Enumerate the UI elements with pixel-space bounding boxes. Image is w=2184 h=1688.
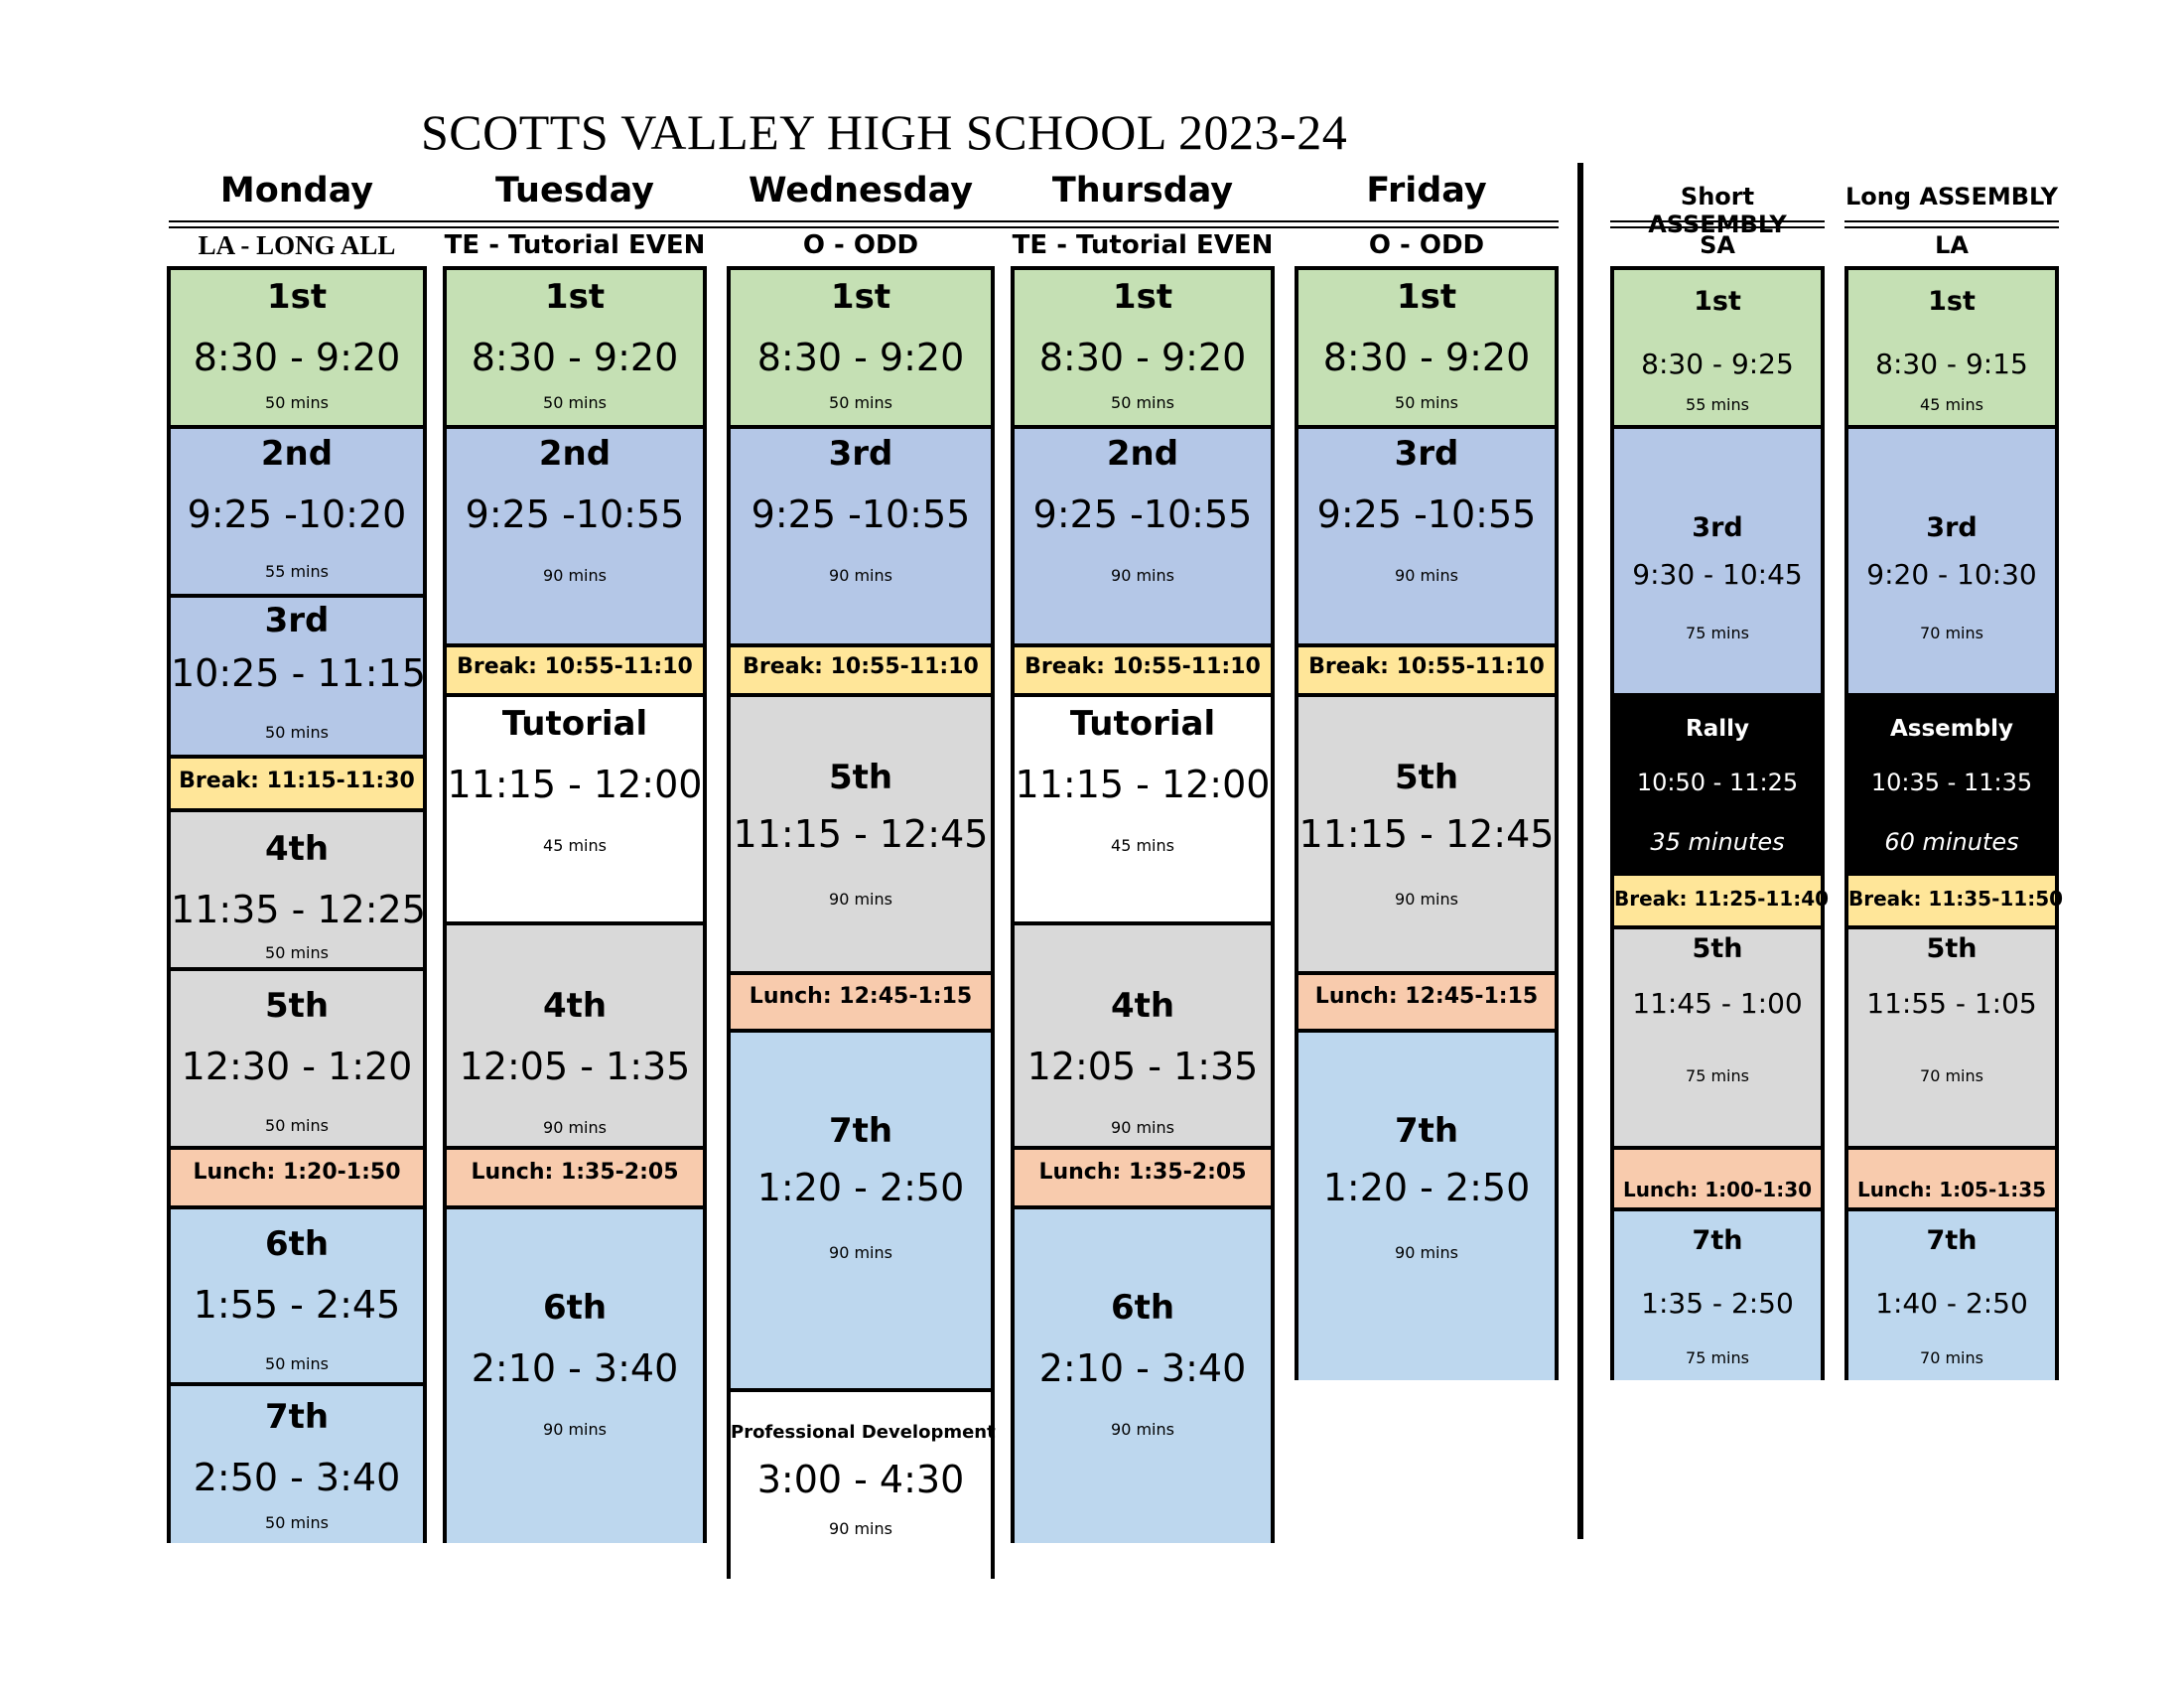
period-block xyxy=(1298,270,1555,429)
period-duration: 50 mins xyxy=(265,1354,329,1373)
period-duration: 45 mins xyxy=(1111,836,1174,855)
period-time: 11:15 - 12:00 xyxy=(1015,763,1271,806)
assembly-name: Short ASSEMBLY xyxy=(1648,183,1787,238)
period-block xyxy=(1614,1211,1821,1380)
period-duration: 70 mins xyxy=(1920,1066,1983,1085)
lunch-block xyxy=(1298,975,1555,1033)
period-label: 7th xyxy=(1394,1111,1459,1151)
break-label: Break: 10:55-11:10 xyxy=(1024,654,1261,679)
period-block xyxy=(731,1392,996,1579)
period-time: 9:25 -10:55 xyxy=(1032,492,1253,536)
day-column-friday xyxy=(1295,171,1559,1412)
period-time: 9:25 -10:20 xyxy=(187,492,407,536)
period-time: 8:30 - 9:20 xyxy=(193,336,401,379)
period-block xyxy=(731,697,991,975)
period-label: 7th xyxy=(1926,1225,1978,1256)
period-label: 6th xyxy=(1110,1288,1175,1328)
day-code: TE - Tutorial EVEN xyxy=(1012,230,1274,260)
lunch-block xyxy=(1614,1150,1821,1211)
period-duration: 75 mins xyxy=(1686,1348,1749,1367)
period-label: 1st xyxy=(830,277,891,317)
period-time: 9:25 -10:55 xyxy=(1316,492,1537,536)
period-label: Tutorial xyxy=(501,704,648,744)
assembly-column-short xyxy=(1610,171,1830,1412)
period-duration: 50 mins xyxy=(1111,393,1174,412)
lunch-block xyxy=(447,1150,703,1209)
period-block xyxy=(1015,270,1271,429)
period-label: 2nd xyxy=(538,434,612,474)
break-block xyxy=(171,759,423,812)
day-column-wednesday xyxy=(727,171,995,1581)
break-block xyxy=(1298,647,1555,697)
period-block xyxy=(447,429,703,647)
period-label: 1st xyxy=(1928,286,1976,317)
period-block xyxy=(1015,925,1271,1150)
break-label: Break: 10:55-11:10 xyxy=(743,654,979,679)
day-column-tuesday xyxy=(443,171,707,1541)
period-block xyxy=(1015,429,1271,647)
period-label: 5th xyxy=(264,986,330,1026)
event-time: 10:50 - 11:25 xyxy=(1636,769,1799,796)
period-block xyxy=(1614,270,1821,429)
period-duration: 50 mins xyxy=(265,723,329,742)
lunch-block xyxy=(731,975,991,1033)
period-time: 8:30 - 9:20 xyxy=(756,336,965,379)
period-duration: 70 mins xyxy=(1920,1348,1983,1367)
lunch-label: Lunch: 1:00-1:30 xyxy=(1622,1178,1813,1201)
period-duration: 75 mins xyxy=(1686,1066,1749,1085)
lunch-label: Lunch: 1:05-1:35 xyxy=(1856,1178,2047,1201)
break-block xyxy=(1015,647,1271,697)
period-time: 1:35 - 2:50 xyxy=(1641,1287,1794,1320)
assembly-code: LA xyxy=(1935,231,1969,259)
period-time: 3:00 - 4:30 xyxy=(756,1458,965,1501)
lunch-label: Lunch: 1:35-2:05 xyxy=(1038,1160,1247,1185)
event-label: Rally xyxy=(1686,716,1749,742)
day-name: Monday xyxy=(219,171,374,211)
period-duration: 50 mins xyxy=(265,1513,329,1532)
period-label: Professional Development xyxy=(731,1422,996,1443)
period-time: 2:10 - 3:40 xyxy=(471,1346,679,1390)
period-label: 1st xyxy=(266,277,328,317)
period-block xyxy=(1614,929,1821,1150)
lunch-label: Lunch: 12:45-1:15 xyxy=(749,984,973,1009)
period-block xyxy=(447,270,703,429)
period-time: 11:15 - 12:00 xyxy=(447,763,703,806)
header-rule xyxy=(443,220,729,228)
header-rule xyxy=(1610,220,1825,228)
period-time: 8:30 - 9:15 xyxy=(1875,348,2028,380)
period-label: 2nd xyxy=(260,434,334,474)
period-block xyxy=(1614,429,1821,697)
period-time: 8:30 - 9:20 xyxy=(1038,336,1247,379)
period-label: 3rd xyxy=(828,434,893,474)
day-name: Wednesday xyxy=(748,171,974,211)
period-block xyxy=(171,971,423,1150)
period-label: Tutorial xyxy=(1069,704,1216,744)
period-block xyxy=(731,429,991,647)
period-time: 1:55 - 2:45 xyxy=(193,1283,401,1327)
period-time: 9:25 -10:55 xyxy=(751,492,971,536)
day-code: O - ODD xyxy=(802,230,919,260)
period-time: 11:45 - 1:00 xyxy=(1632,987,1803,1020)
period-label: 1st xyxy=(544,277,606,317)
period-block xyxy=(1298,697,1555,975)
break-block xyxy=(1848,876,2064,929)
period-time: 12:05 - 1:35 xyxy=(459,1045,691,1088)
period-label: 7th xyxy=(828,1111,893,1151)
period-block xyxy=(731,270,991,429)
header-rule xyxy=(727,220,1015,228)
period-label: 4th xyxy=(264,829,330,869)
period-duration: 90 mins xyxy=(1111,566,1174,585)
rally-block xyxy=(1614,697,1821,876)
period-time: 8:30 - 9:25 xyxy=(1641,348,1794,380)
header-rule xyxy=(1011,220,1297,228)
period-time: 8:30 - 9:20 xyxy=(471,336,679,379)
period-duration: 55 mins xyxy=(1686,395,1749,414)
period-label: 6th xyxy=(264,1224,330,1264)
period-block xyxy=(1848,1211,2055,1380)
period-time: 9:20 - 10:30 xyxy=(1866,558,2037,591)
day-code: LA - LONG ALL xyxy=(198,230,396,260)
period-duration: 90 mins xyxy=(1395,1243,1458,1262)
period-label: 1st xyxy=(1694,286,1741,317)
lunch-block xyxy=(171,1150,423,1209)
header-rule xyxy=(169,220,452,228)
period-duration: 45 mins xyxy=(1920,395,1983,414)
period-duration: 50 mins xyxy=(829,393,892,412)
period-duration: 90 mins xyxy=(543,1420,607,1439)
period-duration: 70 mins xyxy=(1920,624,1983,642)
event-label: Assembly xyxy=(1889,716,2014,742)
day-code: O - ODD xyxy=(1368,230,1485,260)
period-time: 9:25 -10:55 xyxy=(465,492,685,536)
period-duration: 45 mins xyxy=(543,836,607,855)
period-block xyxy=(1015,1209,1271,1543)
lunch-label: Lunch: 12:45-1:15 xyxy=(1314,984,1539,1009)
period-duration: 75 mins xyxy=(1686,624,1749,642)
period-label: 2nd xyxy=(1106,434,1179,474)
period-label: 4th xyxy=(542,986,608,1026)
period-block xyxy=(731,1033,991,1392)
event-duration: 35 minutes xyxy=(1650,828,1785,856)
assembly-code: SA xyxy=(1700,231,1735,259)
day-column-monday xyxy=(167,171,427,1541)
period-duration: 90 mins xyxy=(1395,890,1458,909)
header-rule xyxy=(1295,220,1559,228)
period-label: 7th xyxy=(1692,1225,1743,1256)
break-label: Break: 10:55-11:10 xyxy=(457,654,693,679)
period-block xyxy=(171,270,423,429)
period-duration: 90 mins xyxy=(829,1519,892,1538)
period-label: 1st xyxy=(1396,277,1457,317)
period-time: 9:30 - 10:45 xyxy=(1632,558,1803,591)
period-time: 11:15 - 12:45 xyxy=(733,812,989,856)
break-label: Break: 11:15-11:30 xyxy=(179,769,415,793)
assembly-column-long xyxy=(1844,171,2064,1412)
period-duration: 50 mins xyxy=(1395,393,1458,412)
event-duration: 60 minutes xyxy=(1884,828,2019,856)
lunch-label: Lunch: 1:20-1:50 xyxy=(193,1160,401,1185)
period-duration: 50 mins xyxy=(265,943,329,962)
period-time: 2:50 - 3:40 xyxy=(193,1456,401,1499)
period-block xyxy=(171,1209,423,1386)
break-label: Break: 10:55-11:10 xyxy=(1308,654,1545,679)
period-duration: 90 mins xyxy=(543,1118,607,1137)
period-time: 1:40 - 2:50 xyxy=(1875,1287,2028,1320)
period-block xyxy=(171,598,426,759)
period-block xyxy=(1015,697,1271,925)
break-label: Break: 11:25-11:40 xyxy=(1614,887,1830,911)
day-name: Tuesday xyxy=(495,171,654,211)
period-duration: 90 mins xyxy=(543,566,607,585)
period-label: 6th xyxy=(542,1288,608,1328)
period-duration: 90 mins xyxy=(1111,1420,1174,1439)
period-block xyxy=(447,925,703,1150)
period-time: 11:55 - 1:05 xyxy=(1866,987,2037,1020)
period-block xyxy=(171,429,423,598)
period-label: 5th xyxy=(828,758,893,797)
period-label: 5th xyxy=(1692,933,1743,964)
period-time: 12:05 - 1:35 xyxy=(1026,1045,1259,1088)
period-label: 3rd xyxy=(264,601,330,640)
divider-line xyxy=(1577,163,1583,1539)
period-duration: 50 mins xyxy=(265,1116,329,1135)
break-block xyxy=(447,647,703,697)
period-block xyxy=(1848,270,2055,429)
period-time: 2:10 - 3:40 xyxy=(1038,1346,1247,1390)
day-name: Friday xyxy=(1366,171,1487,211)
header-rule xyxy=(1844,220,2059,228)
period-time: 1:20 - 2:50 xyxy=(756,1166,965,1209)
period-label: 7th xyxy=(264,1397,330,1437)
day-column-thursday xyxy=(1011,171,1275,1541)
period-duration: 90 mins xyxy=(829,890,892,909)
period-duration: 90 mins xyxy=(829,566,892,585)
lunch-label: Lunch: 1:35-2:05 xyxy=(471,1160,679,1185)
lunch-block xyxy=(1848,1150,2055,1211)
break-block xyxy=(1614,876,1830,929)
period-label: 4th xyxy=(1110,986,1175,1026)
period-block xyxy=(1848,429,2055,697)
period-label: 5th xyxy=(1926,933,1978,964)
period-time: 12:30 - 1:20 xyxy=(181,1045,413,1088)
break-label: Break: 11:35-11:50 xyxy=(1848,887,2064,911)
period-label: 1st xyxy=(1112,277,1173,317)
period-time: 11:35 - 12:25 xyxy=(171,888,426,931)
day-code: TE - Tutorial EVEN xyxy=(444,230,706,260)
period-label: 3rd xyxy=(1692,512,1743,543)
period-time: 10:25 - 11:15 xyxy=(171,651,426,695)
break-block xyxy=(731,647,991,697)
period-duration: 90 mins xyxy=(1111,1118,1174,1137)
lunch-block xyxy=(1015,1150,1271,1209)
period-time: 8:30 - 9:20 xyxy=(1322,336,1531,379)
period-block xyxy=(447,697,703,925)
period-block xyxy=(1298,429,1555,647)
period-duration: 50 mins xyxy=(265,393,329,412)
period-label: 5th xyxy=(1394,758,1459,797)
period-block xyxy=(1848,929,2055,1150)
period-block xyxy=(171,1386,423,1543)
period-duration: 90 mins xyxy=(1395,566,1458,585)
period-block xyxy=(171,812,426,971)
period-label: 3rd xyxy=(1926,512,1978,543)
period-block xyxy=(447,1209,703,1543)
page-title: SCOTTS VALLEY HIGH SCHOOL 2023-24 xyxy=(421,104,1348,160)
assembly-name: Long ASSEMBLY xyxy=(1845,183,2058,211)
period-duration: 90 mins xyxy=(829,1243,892,1262)
period-time: 1:20 - 2:50 xyxy=(1322,1166,1531,1209)
day-name: Thursday xyxy=(1051,171,1234,211)
period-time: 11:15 - 12:45 xyxy=(1298,812,1555,856)
period-block xyxy=(1298,1033,1555,1380)
assembly-block xyxy=(1848,697,2055,876)
period-duration: 50 mins xyxy=(543,393,607,412)
period-duration: 55 mins xyxy=(265,562,329,581)
period-label: 3rd xyxy=(1394,434,1459,474)
event-time: 10:35 - 11:35 xyxy=(1870,769,2033,796)
